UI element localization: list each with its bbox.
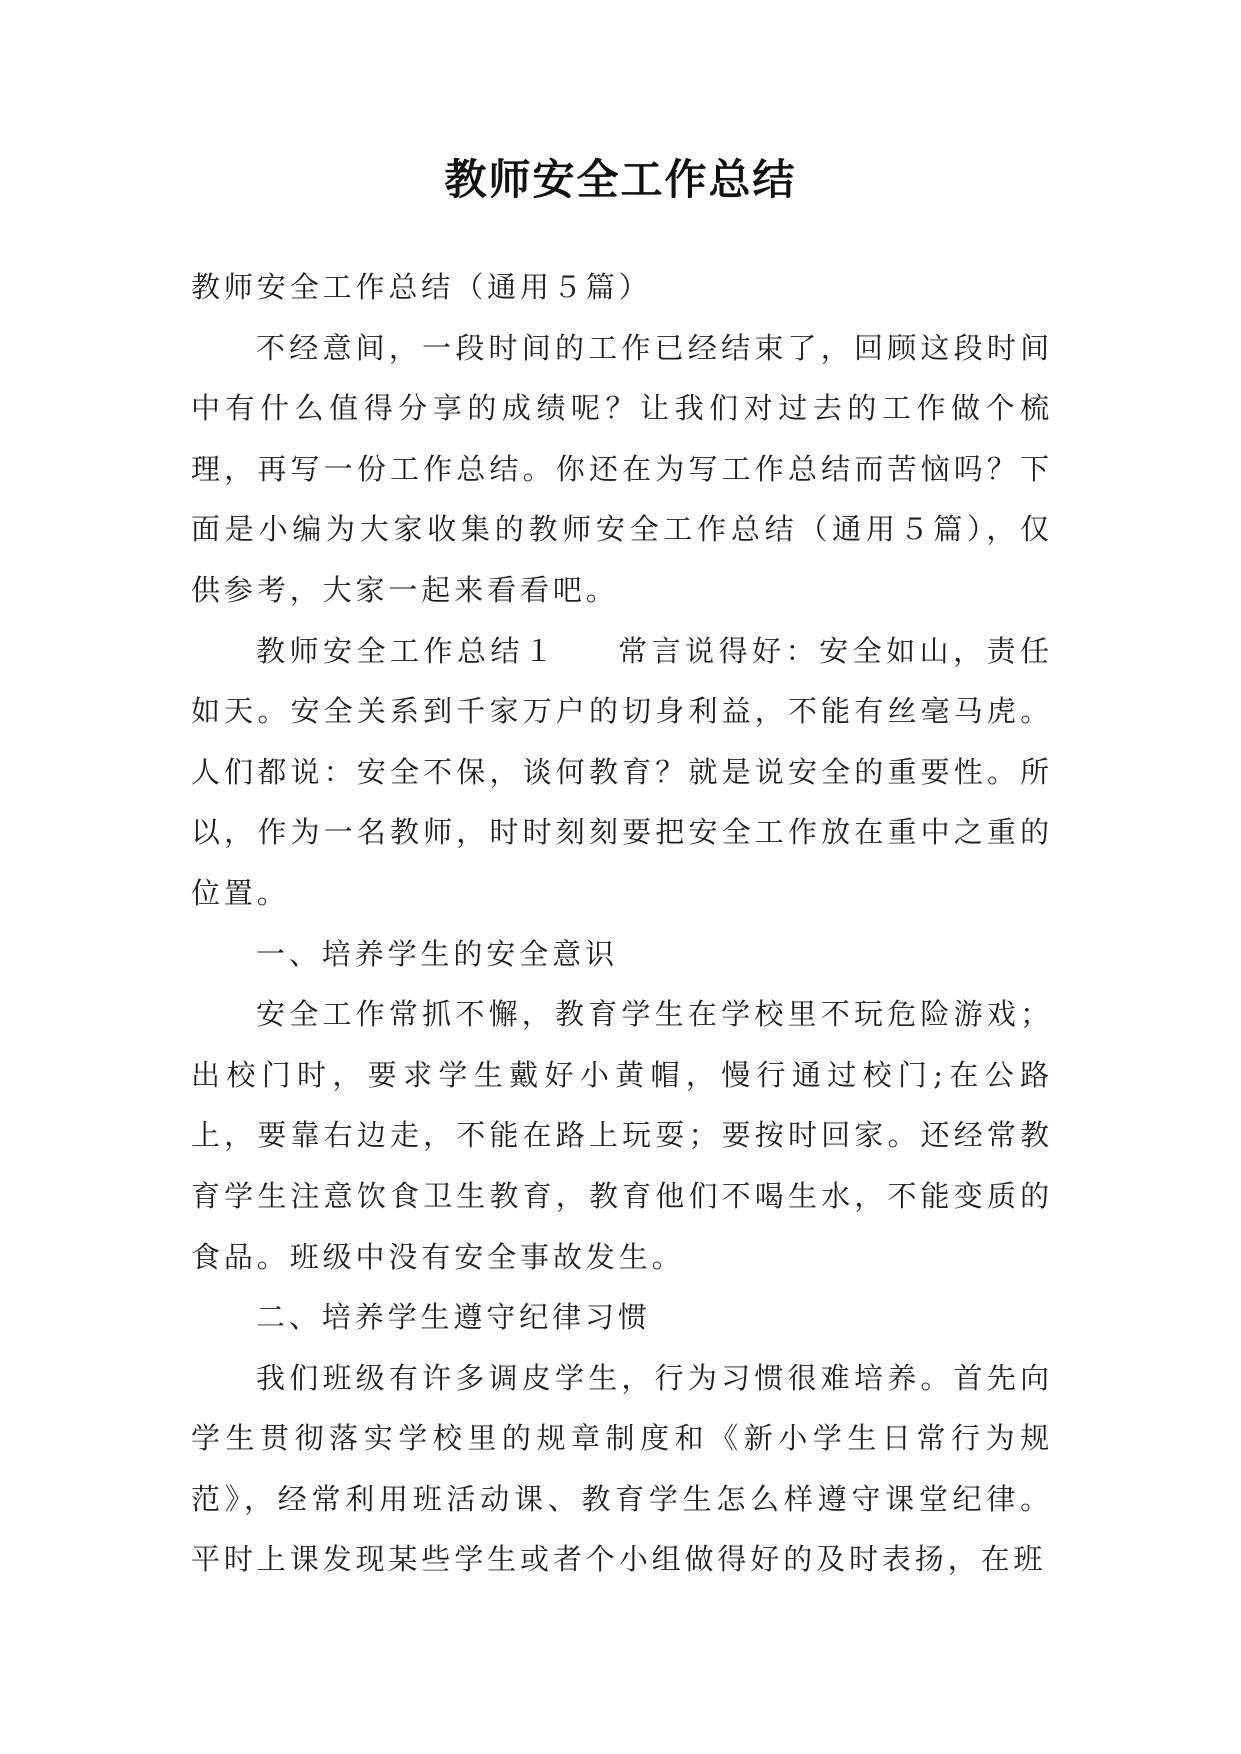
document-title: 教师安全工作总结 [444, 155, 797, 204]
section-1-text: 常言说得好：安全如山，责任如天。安全关系到千家万户的切身利益，不能有丝毫马虎。人们都说：安全不保，谈何教育？就是说安全的重要性。所以，作为一名教师，时时刻刻要把安全工作放在重中之重的位置。 [191, 633, 1053, 910]
section-1-heading: 教师安全工作总结１ [256, 633, 558, 668]
document-body [191, 257, 1053, 1590]
intro-paragraph: 不经意间，一段时间的工作已经结束了，回顾这段时间中有什么值得分享的成绩呢？让我们对过去的工作做个梳理，再写一份工作总结。你还在为写工作总结而苦恼吗？下面是小编为大家收集的教师安全工作总结（通用５篇），仅供参考，大家一起来看看吧。 [191, 330, 1053, 607]
subheading-safety-awareness: 一、培养学生的安全意识 [256, 936, 618, 971]
safety-awareness-paragraph: 安全工作常抓不懈，教育学生在学校里不玩危险游戏；出校门时，要求学生戴好小黄帽，慢行通过校门;在公路上，要靠右边走，不能在路上玩耍；要按时回家。还经常教育学生注意饮食卫生教育，教育他们不喝生水，不能变质的食品。班级中没有安全事故发生。 [191, 997, 1053, 1274]
discipline-paragraph: 我们班级有许多调皮学生，行为习惯很难培养。首先向学生贯彻落实学校里的规章制度和《新小学生日常行为规范》，经常利用班活动课、教育学生怎么样遵守课堂纪律。平时上课发现某些学生或者个小组做得好的及时表扬，在班 [191, 1360, 1053, 1577]
subtitle-paragraph: 教师安全工作总结（通用５篇） [191, 270, 652, 304]
subheading-discipline: 二、培养学生遵守纪律习惯 [256, 1300, 651, 1335]
section-1-paragraph [191, 621, 1053, 924]
